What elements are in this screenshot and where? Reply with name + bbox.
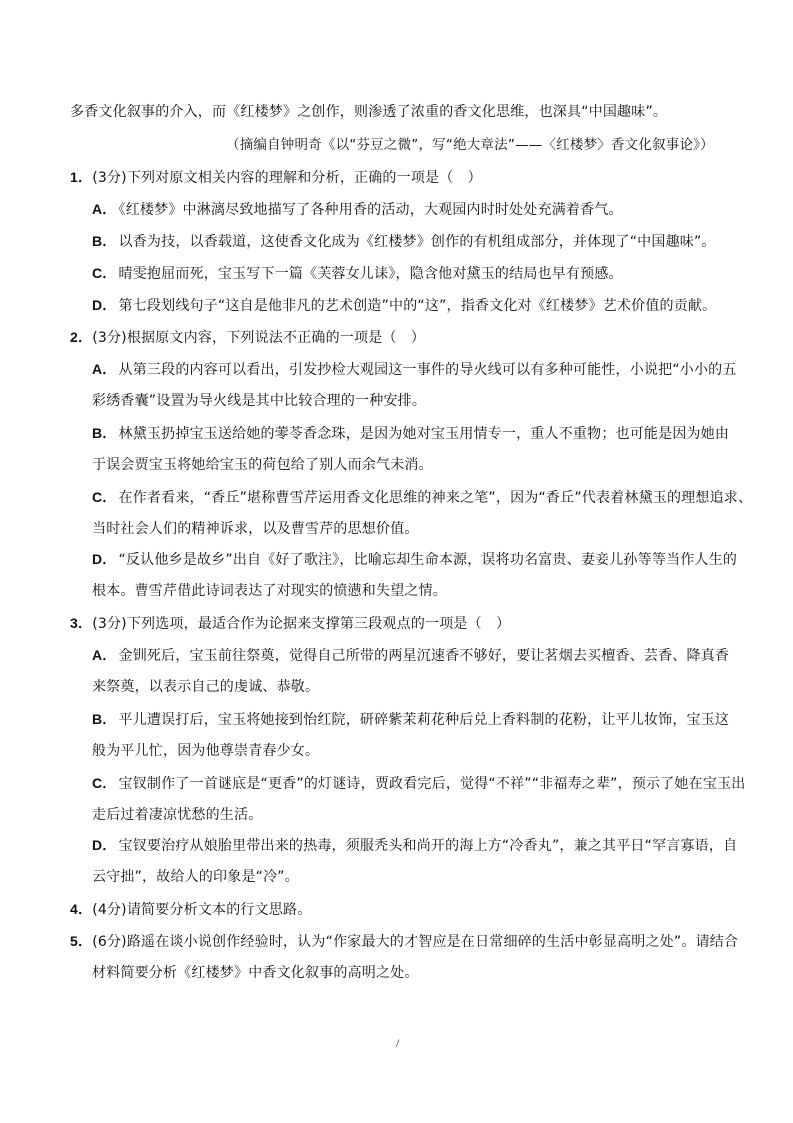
option-text: 宝钗制作了一首谜底是“更香”的灯谜诗，贾政看完后，觉得“不祥”“非福寿之辈”，预示了她在宝玉出 [118,776,746,792]
question-3-option-c [92,773,745,794]
option-label: B． [92,425,117,441]
question-text: (6分)路遥在谈小说创作经验时，认为“作家最大的才智应是在日常细碎的生活中彰显高明之处”。请结合 [92,934,739,950]
option-label: C． [92,265,117,281]
intro-text: 多香文化叙事的介入，而《红楼梦》之创作，则渗透了浓重的香文化思维，也深具“中国趣味”。 [70,104,668,120]
option-text: 晴雯抱屈而死，宝玉写下一篇《芙蓉女儿诔》，隐含他对黛玉的结局也早有预感。 [118,266,623,282]
question-text: (4分)请简要分析文本的行文思路。 [92,902,312,918]
option-label: D． [92,837,117,853]
question-4-stem [70,899,311,920]
option-label: D． [92,551,117,567]
option-label: D． [92,297,117,313]
option-label: C． [92,489,117,505]
question-2-option-b [92,423,729,444]
question-5-stem [70,931,738,952]
question-2-option-d [92,549,737,570]
question-3-option-b-cont: 般为平儿忙，因为他尊崇青春少女。 [92,743,320,759]
question-1-option-b [92,231,716,252]
question-2-stem [70,327,425,348]
question-number: 3． [70,615,93,631]
option-label: A． [92,647,117,663]
question-3-option-d-cont: 云守拙”，故给人的印象是“冷”。 [92,869,299,885]
question-1-stem [70,167,482,188]
option-text: 宝钗要治疗从娘胎里带出来的热毒，须服秃头和尚开的海上方“冷香丸”，兼之其平日“罕言寡语，自 [118,838,738,854]
question-3-option-a-cont: 来祭奠，以表示自己的虔诚、恭敬。 [92,679,320,695]
question-number: 1． [70,169,93,185]
option-text: 林黛玉扔掉宝玉送给她的蕶苓香念珠，是因为她对宝玉用情专一，重人不重物；也可能是因为她由 [118,426,730,442]
question-2-option-c-cont: 当时社会人们的精神诉求，以及曹雪芹的思想价值。 [92,521,419,537]
question-2-option-d-cont: 根本。曹雪芹借此诗词表达了对现实的愤懑和失望之情。 [92,583,447,599]
question-number: 5． [70,933,93,949]
question-3-option-a [92,645,729,666]
question-1-option-d [92,295,716,316]
question-text: (3分)根据原文内容，下列说法不正确的一项是（ ） [92,330,426,346]
question-2-option-b-cont: 于误会贾宝玉将她给宝玉的荷包给了别人而余气未消。 [92,457,433,473]
option-label: A． [92,361,117,377]
question-text: (3分)下列对原文相关内容的理解和分析，正确的一项是（ ） [92,170,482,186]
question-text: (3分)下列选项，最适合作为论据来支撑第三段观点的一项是（ ） [92,616,511,632]
question-2-option-a-cont: 彩绣香囊”设置为导火线是其中比较合理的一种安排。 [92,393,427,409]
option-label: C． [92,775,117,791]
option-text: 第七段划线句子“这自是他非凡的艺术创造”中的“这”，指香文化对《红楼梦》艺术价值的贡献。 [118,298,717,314]
option-text: 金钏死后，宝玉前往祭奠，觉得自己所带的两星沉速香不够好，要让茗烟去买檀香、芸香、降真香 [118,648,730,664]
question-3-stem [70,613,510,634]
page-footer-mark: / [396,1036,400,1050]
question-5-stem-cont: 材料简要分析《红楼梦》中香文化叙事的高明之处。 [92,965,419,981]
option-label: B． [92,233,117,249]
question-3-option-c-cont: 走后过着凄凉忧愁的生活。 [92,807,263,823]
question-3-option-d [92,835,737,856]
option-text: 在作者看来，“香丘”堪称曹雪芹运用香文化思维的神来之笔”，因为“香丘”代表着林黛玉的理想追求、 [118,490,753,506]
option-label: A． [92,201,117,217]
question-1-option-a [92,199,623,220]
question-3-option-b [92,709,729,730]
question-number: 2． [70,329,93,345]
option-text: 以香为技，以香载道，这使香文化成为《红楼梦》创作的有机组成部分，并体现了“中国趣味”。 [118,234,716,250]
source-citation: （摘编自钟明奇《以“芬豆之微”，写“绝大章法”——〈红楼梦〉香文化叙事论》） [226,137,714,153]
question-2-option-c [92,487,752,508]
option-label: B． [92,711,117,727]
question-2-option-a [92,359,737,380]
question-1-option-c [92,263,623,284]
option-text: 从第三段的内容可以看出，引发抄检大观园这一事件的导火线可以有多种可能性，小说把“小小的五 [118,362,737,378]
question-number: 4． [70,901,93,917]
option-text: 平儿遭误打后，宝玉将她接到怡红院，研碎紫茉莉花种后兑上香料制的花粉，让平儿妆饰，宝玉这 [118,712,730,728]
option-text: “反认他乡是故乡”出自《好了歌注》，比喻忘却生命本源，误将功名富贵、妻妾儿孙等等当作人生的 [118,552,738,568]
option-text: 《红楼梦》中淋漓尽致地描写了各种用香的活动，大观园内时时处处充满着香气。 [118,202,623,218]
